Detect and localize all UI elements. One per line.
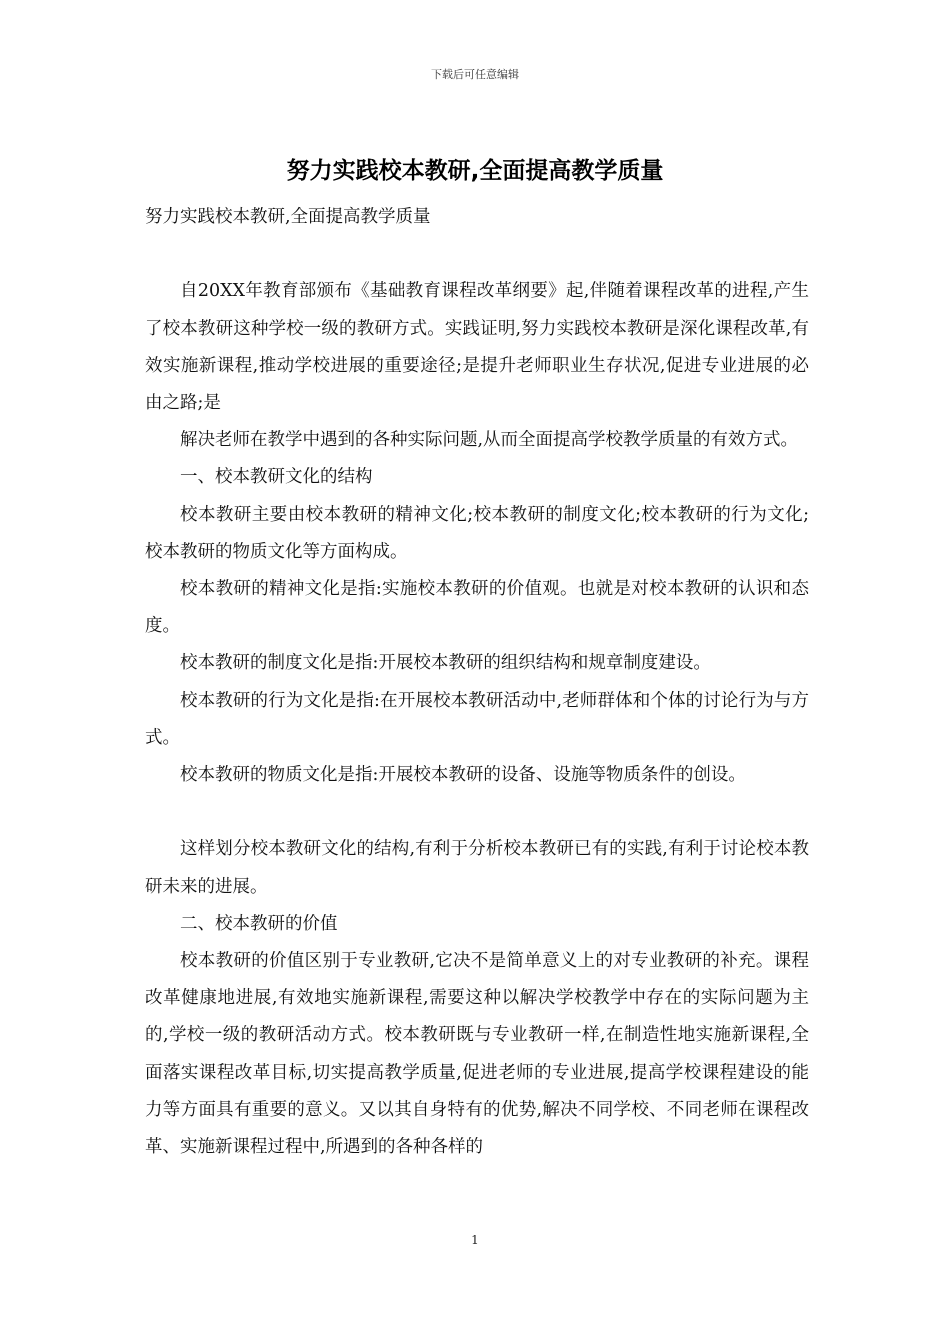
- blank-line: [145, 794, 809, 831]
- blank-line: [145, 236, 809, 273]
- document-title: 努力实践校本教研,全面提高教学质量: [286, 158, 664, 184]
- paragraph: 校本教研的价值区别于专业教研,它决不是简单意义上的对专业教研的补充。课程改革健康地进展,有效地实施新课程,需要这种以解决学校教学中存在的实际问题为主的,学校一级的教研活动方式。校本教研既与专业教研一样,在制造性地实施新课程,全面落实课程改革目标,切实提高教学质量,促进老师的专业进展,提高学校课程建设的能力等方面具有重要的意义。又以其自身特有的优势,解决不同学校、不同老师在课程改革、实施新课程过程中,所遇到的各种各样的: [145, 951, 809, 1158]
- subtitle-line: 努力实践校本教研,全面提高教学质量: [145, 207, 431, 227]
- paragraph: 校本教研主要由校本教研的精神文化;校本教研的制度文化;校本教研的行为文化;校本教研的物质文化等方面构成。: [145, 504, 809, 562]
- header-note: 下载后可任意编辑: [431, 68, 519, 81]
- paragraph: 校本教研的物质文化是指:开展校本教研的设备、设施等物质条件的创设。: [180, 765, 746, 786]
- paragraph: 校本教研的行为文化是指:在开展校本教研活动中,老师群体和个体的讨论行为与方式。: [145, 690, 809, 748]
- paragraph: 解决老师在教学中遇到的各种实际问题,从而全面提高学校教学质量的有效方式。: [180, 430, 799, 451]
- page-number: 1: [471, 1233, 479, 1247]
- paragraph: 这样划分校本教研文化的结构,有利于分析校本教研已有的实践,有利于讨论校本教研未来的进展。: [145, 839, 809, 897]
- paragraph: 校本教研的制度文化是指:开展校本教研的组织结构和规章制度建设。: [180, 653, 711, 674]
- paragraph: 自20XX年教育部颁布《基础教育课程改革纲要》起,伴随着课程改革的进程,产生了校本教研这种学校一级的教研方式。实践证明,努力实践校本教研是深化课程改革,有效实施新课程,推动学校进展的重要途径;是提升老师职业生存状况,促进专业进展的必由之路;是: [145, 281, 809, 413]
- document-body: [145, 199, 809, 1166]
- paragraph: 校本教研的精神文化是指:实施校本教研的价值观。也就是对校本教研的认识和态度。: [145, 579, 809, 637]
- section-heading: 一、校本教研文化的结构: [180, 467, 373, 488]
- section-heading: 二、校本教研的价值: [180, 913, 338, 934]
